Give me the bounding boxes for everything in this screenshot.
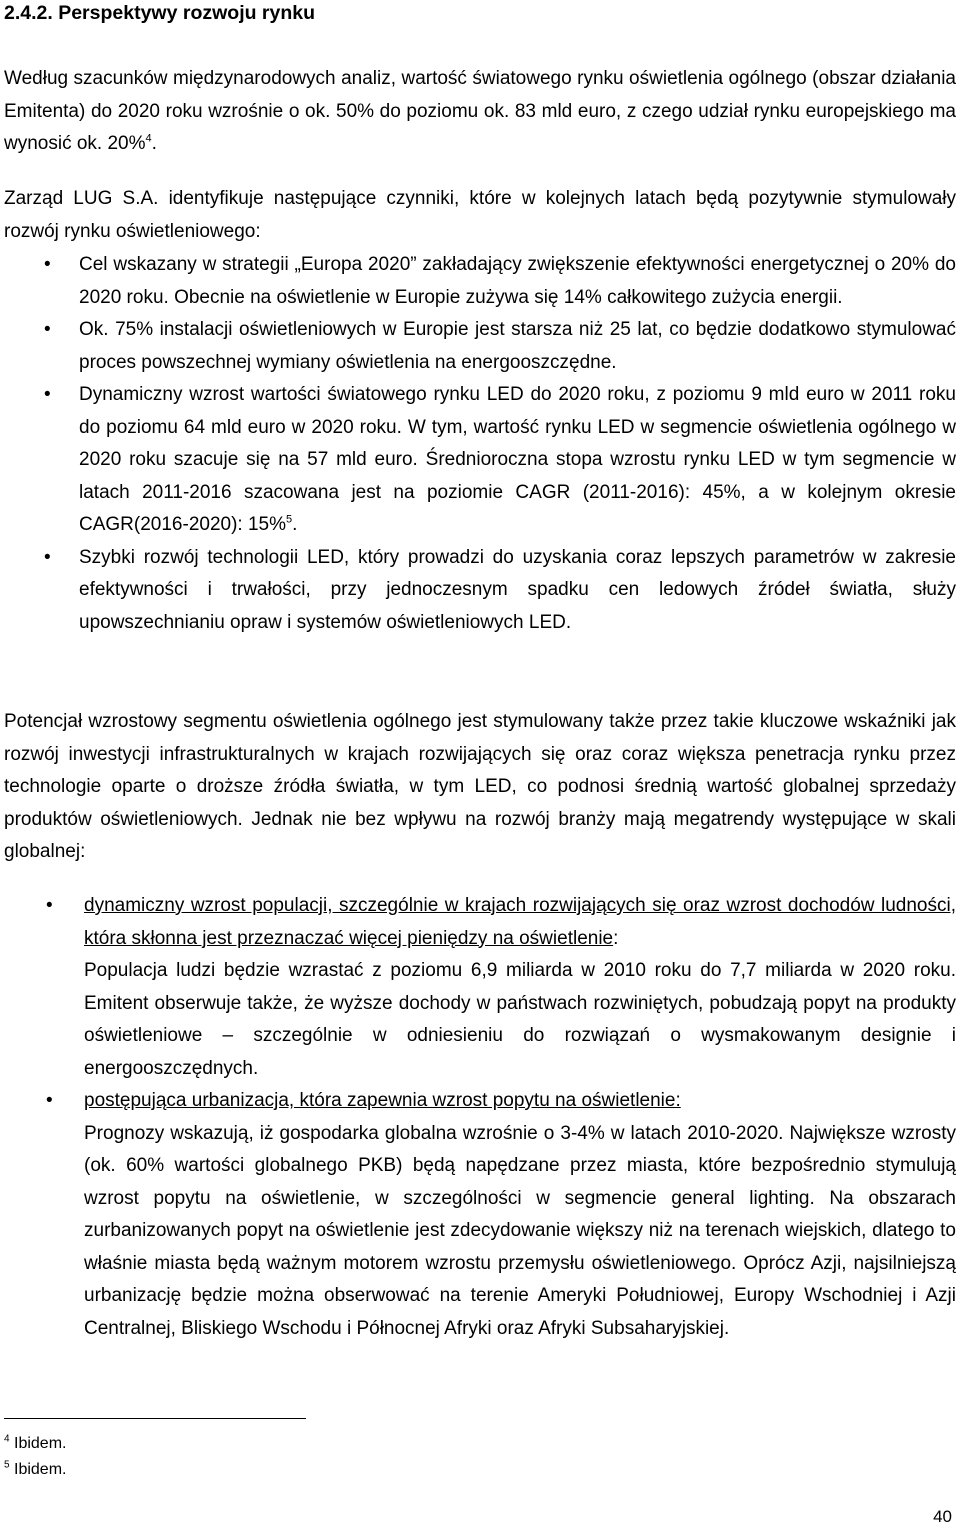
megatrend-title: postępująca urbanizacja, która zapewnia wzrost popytu na oświetlenie: bbox=[84, 1090, 681, 1111]
megatrend-body: Prognozy wskazują, iż gospodarka globalna wzrośnie o 3-4% w latach 2010-2020. Największe wzrosty (ok. 60% wartości globalnego PKB) będą napędzane przez miasta, które bezpośrednio stymulują wzrost popytu na oświetlenie, w szczególności w segmencie general lighting. Na obszarach zurbanizowanych popyt na oświetlenie jest zdecydowanie większy niż na terenach wiejskich, dlatego to właśnie miasta będą ważnym motorem wzrostu przemysłu oświetleniowego. Oprócz Azji, najsilniejszą urbanizację będzie można obserwować na terenie Ameryki Południowej, Europy Wschodniej i Azji Centralnej, Bliskiego Wschodu i Północnej Afryki oraz Afryki Subsaharyjskiej. bbox=[84, 1122, 956, 1339]
page-number: 40 bbox=[933, 1507, 952, 1526]
bullet-icon: • bbox=[44, 254, 51, 275]
list-item: • dynamiczny wzrost populacji, szczególnie w krajach rozwijających się oraz wzrost dochodów ludności, która skłonna jest przeznaczać więcej pieniędzy na oświetlenie: Populacja ludzi będzie wzrastać z poziomu 6,9 miliarda w 2010 roku do 7,7 miliarda w 2020 roku. Emitent obserwuje także, że wyższe dochody w państwach rozwiniętych, pobudzają popyt na produkty oświetleniowe – szczególnie w odniesieniu do rozwiązań o wysmakowanym designie i energooszczędnych. bbox=[4, 890, 956, 1085]
megatrend-body: Populacja ludzi będzie wzrastać z poziomu 6,9 miliarda w 2010 roku do 7,7 miliarda w 2020 roku. Emitent obserwuje także, że wyższe dochody w państwach rozwiniętych, pobudzają popyt na produkty oświetleniowe – szczególnie w odniesieniu do rozwiązań o wysmakowanym designie i energooszczędnych. bbox=[84, 960, 956, 1079]
footnote-number: 5 bbox=[4, 1459, 10, 1471]
list-item: • Ok. 75% instalacji oświetleniowych w Europie jest starsza niż 25 lat, co będzie dodatkowo stymulować proces powszechnej wymiany oświetlenia na energooszczędne. bbox=[4, 314, 956, 379]
paragraph-text: Według szacunków międzynarodowych analiz, wartość światowego rynku oświetlenia ogólnego (obszar działania Emitenta) do 2020 roku wzrośnie o ok. 50% do poziomu ok. 83 mld euro, z czego udział rynku europejskiego ma wynosić ok. 20% bbox=[4, 68, 956, 154]
growth-factors-list bbox=[4, 249, 956, 639]
bullet-icon: • bbox=[46, 895, 53, 916]
section-heading: 2.4.2. Perspektywy rozwoju rynku bbox=[4, 2, 316, 24]
list-item: • Szybki rozwój technologii LED, który prowadzi do uzyskania coraz lepszych parametrów w zakresie efektywności i trwałości, przy jednoczesnym spadku cen ledowych źródeł światła, służy upowszechnianiu opraw i systemów oświetleniowych LED. bbox=[4, 542, 956, 640]
footnote-ref: 4 bbox=[145, 132, 152, 145]
list-item: • Cel wskazany w strategii „Europa 2020” zakładający zwiększenie efektywności energetycznej o 20% do 2020 roku. Obecnie na oświetlenie w Europie zużywa się 14% całkowitego zużycia energii. bbox=[4, 249, 956, 314]
bullet-icon: • bbox=[44, 546, 51, 568]
bullet-icon: • bbox=[44, 319, 51, 340]
paragraph-growth-potential: Potencjał wzrostowy segmentu oświetlenia ogólnego jest stymulowany także przez takie kluczowe wskaźniki jak rozwój inwestycji infrastrukturalnych w krajach rozwijających się oraz coraz większa penetracja rynku przez technologie oparte o droższe źródła światła, w tym LED, co podnosi średnią wartość globalnej sprzedaży produktów oświetleniowych. Jednak nie bez wpływu na rozwój branży mają megatrendy występujące w skali globalnej: bbox=[4, 711, 956, 862]
list-item bbox=[4, 1085, 956, 1345]
megatrend-title: dynamiczny wzrost populacji, szczególnie w krajach rozwijających się oraz wzrost dochodów ludności, która skłonna jest przeznaczać więcej pieniędzy na oświetlenie bbox=[84, 895, 956, 949]
megatrends-list bbox=[4, 890, 956, 1345]
footnote: $^5$ Ibidem. bbox=[4, 1459, 67, 1478]
footnote-separator bbox=[4, 1418, 306, 1419]
bullet-icon: • bbox=[46, 1090, 53, 1111]
paragraph-management-factors: Zarząd LUG S.A. identyfikuje następujące czynniki, które w kolejnych latach będą pozytywnie stymulowały rozwój rynku oświetleniowego: bbox=[4, 188, 956, 242]
paragraph-market-forecast: Według szacunków międzynarodowych analiz, wartość światowego rynku oświetlenia ogólnego (obszar działania Emitenta) do 2020 roku wzrośnie o ok. 50% do poziomu ok. 83 mld euro, z czego udział rynku europejskiego ma wynosić ok. 20%$^4$. bbox=[4, 68, 956, 154]
footnote-number: 4 bbox=[4, 1433, 10, 1445]
footnote: $^4$ Ibidem. bbox=[4, 1433, 67, 1452]
list-item: • Dynamiczny wzrost wartości światowego rynku LED do 2020 roku, z poziomu 9 mld euro w 2011 roku do poziomu 64 mld euro w 2020 roku. W tym, wartość rynku LED w segmencie oświetlenia ogólnego w 2020 roku szacuje się na 57 mld euro. Średnioroczna stopa wzrostu rynku LED w tym segmencie w latach 2011-2016 szacowana jest na poziomie CAGR (2011-2016): 45%, a w kolejnym okresie CAGR(2016-2020): 15%$^5$. bbox=[4, 379, 956, 542]
bullet-icon: • bbox=[44, 384, 51, 405]
footnote-ref: 5 bbox=[286, 513, 293, 526]
